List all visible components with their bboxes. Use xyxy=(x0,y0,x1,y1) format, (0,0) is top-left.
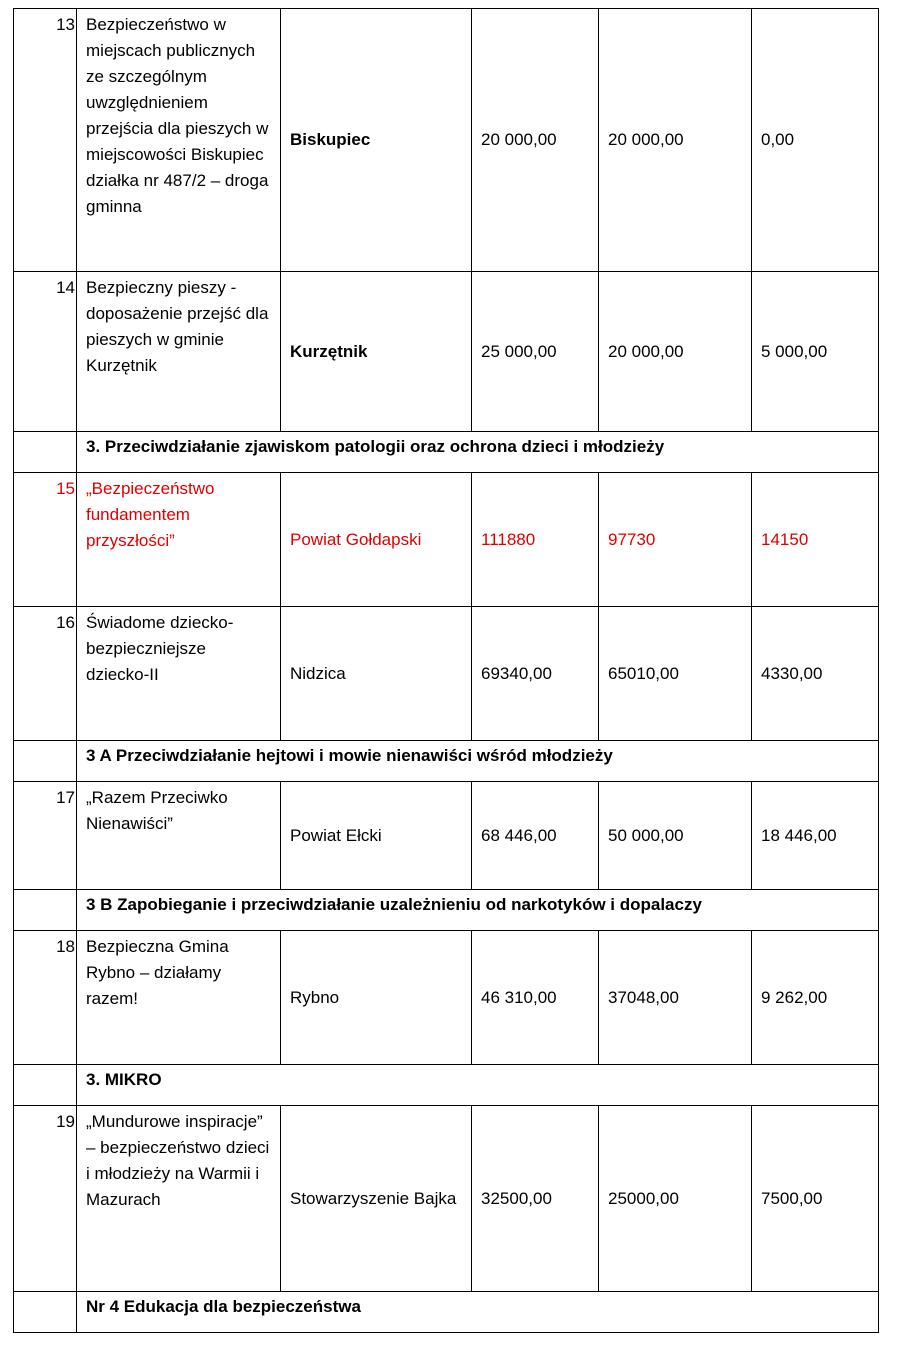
row-number-cell xyxy=(14,432,77,473)
grant-amount: 97730 xyxy=(599,473,752,607)
row-number: 19 xyxy=(14,1106,77,1292)
table-row xyxy=(14,607,879,741)
project-title: Bezpieczny pieszy - doposażenie przejść dla pieszych w gminie Kurzętnik xyxy=(77,272,281,432)
section-title: 3. MIKRO xyxy=(77,1065,879,1106)
grant-amount: 37048,00 xyxy=(599,931,752,1065)
table-row xyxy=(14,473,879,607)
row-number-cell xyxy=(14,1292,77,1333)
grant-amount: 50 000,00 xyxy=(599,782,752,890)
project-title: „Razem Przeciwko Nienawiści” xyxy=(77,782,281,890)
section-title: 3 A Przeciwdziałanie hejtowi i mowie nienawiści wśród młodzieży xyxy=(77,741,879,782)
beneficiary: Nidzica xyxy=(281,607,472,741)
section-title: 3. Przeciwdziałanie zjawiskom patologii oraz ochrona dzieci i młodzieży xyxy=(77,432,879,473)
section-title: 3 B Zapobieganie i przeciwdziałanie uzależnieniu od narkotyków i dopalaczy xyxy=(77,890,879,931)
project-title: Bezpieczna Gmina Rybno – działamy razem! xyxy=(77,931,281,1065)
grant-amount: 20 000,00 xyxy=(599,272,752,432)
section-header-row xyxy=(14,1065,879,1106)
row-number: 16 xyxy=(14,607,77,741)
project-title: Bezpieczeństwo w miejscach publicznych ze szczególnym uwzględnieniem przejścia dla pieszych w miejscowości Biskupiec działka nr 487/2 – droga gminna xyxy=(77,9,281,272)
grant-amount: 25000,00 xyxy=(599,1106,752,1292)
total-cost: 32500,00 xyxy=(472,1106,599,1292)
row-number-cell xyxy=(14,1065,77,1106)
own-contribution: 9 262,00 xyxy=(752,931,879,1065)
section-header-row xyxy=(14,890,879,931)
table-row xyxy=(14,931,879,1065)
own-contribution: 4330,00 xyxy=(752,607,879,741)
section-header-row xyxy=(14,1292,879,1333)
section-title: Nr 4 Edukacja dla bezpieczeństwa xyxy=(77,1292,879,1333)
table-row xyxy=(14,782,879,890)
own-contribution: 5 000,00 xyxy=(752,272,879,432)
grant-amount: 20 000,00 xyxy=(599,9,752,272)
total-cost: 69340,00 xyxy=(472,607,599,741)
total-cost: 20 000,00 xyxy=(472,9,599,272)
own-contribution: 0,00 xyxy=(752,9,879,272)
beneficiary: Rybno xyxy=(281,931,472,1065)
project-title: „Mundurowe inspiracje” – bezpieczeństwo dzieci i młodzieży na Warmii i Mazurach xyxy=(77,1106,281,1292)
row-number: 14 xyxy=(14,272,77,432)
beneficiary: Stowarzyszenie Bajka xyxy=(281,1106,472,1292)
row-number: 15 xyxy=(14,473,77,607)
beneficiary: Kurzętnik xyxy=(281,272,472,432)
project-title: „Bezpieczeństwo fundamentem przyszłości” xyxy=(77,473,281,607)
row-number: 18 xyxy=(14,931,77,1065)
beneficiary: Biskupiec xyxy=(281,9,472,272)
table-row xyxy=(14,9,879,272)
row-number-cell xyxy=(14,890,77,931)
own-contribution: 14150 xyxy=(752,473,879,607)
grant-amount: 65010,00 xyxy=(599,607,752,741)
project-title: Świadome dziecko- bezpieczniejsze dziecko-II xyxy=(77,607,281,741)
beneficiary: Powiat Ełcki xyxy=(281,782,472,890)
own-contribution: 18 446,00 xyxy=(752,782,879,890)
total-cost: 46 310,00 xyxy=(472,931,599,1065)
projects-table-body xyxy=(14,9,879,1333)
row-number: 13 xyxy=(14,9,77,272)
total-cost: 25 000,00 xyxy=(472,272,599,432)
table-row xyxy=(14,272,879,432)
projects-table xyxy=(13,8,879,1333)
beneficiary: Powiat Gołdapski xyxy=(281,473,472,607)
section-header-row xyxy=(14,741,879,782)
total-cost: 111880 xyxy=(472,473,599,607)
own-contribution: 7500,00 xyxy=(752,1106,879,1292)
section-header-row xyxy=(14,432,879,473)
table-row xyxy=(14,1106,879,1292)
row-number-cell xyxy=(14,741,77,782)
total-cost: 68 446,00 xyxy=(472,782,599,890)
row-number: 17 xyxy=(14,782,77,890)
